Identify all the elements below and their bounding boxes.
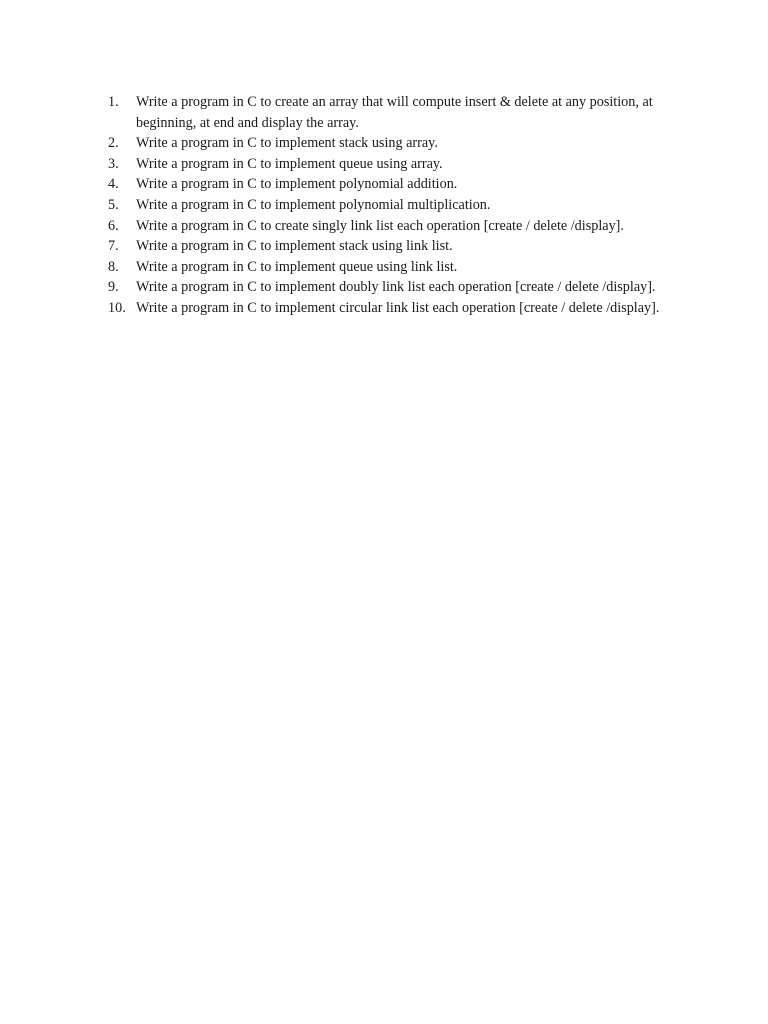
item-number: 5.	[108, 196, 119, 213]
item-number: 7.	[108, 238, 119, 255]
item-text: Write a program in C to implement polynomial multiplication.	[136, 196, 491, 213]
list-item	[108, 277, 688, 298]
item-text: Write a program in C to implement polynomial addition.	[136, 176, 458, 193]
item-number: 8.	[108, 258, 119, 275]
list-item	[108, 92, 688, 133]
item-number: 9.	[108, 279, 119, 296]
item-number: 2.	[108, 135, 119, 152]
item-text: Write a program in C to implement doubly link list each operation [create / delete /display].	[136, 279, 656, 296]
list-item	[108, 154, 688, 175]
list-item	[108, 216, 688, 237]
list-item	[108, 133, 688, 154]
item-text: Write a program in C to implement stack using array.	[136, 135, 438, 152]
item-number: 1.	[108, 94, 119, 110]
item-number: 4.	[108, 176, 119, 193]
list-item	[108, 298, 688, 319]
item-number: 6.	[108, 217, 119, 234]
list-item	[108, 236, 688, 257]
list-item	[108, 257, 688, 278]
item-text: Write a program in C to implement stack using link list.	[136, 238, 453, 255]
item-text: Write a program in C to implement circular link list each operation [create / delete /display].	[136, 299, 660, 316]
item-number: 3.	[108, 155, 119, 172]
item-text: Write a program in C to implement queue using link list.	[136, 258, 458, 275]
item-text: Write a program in C to create an array that will compute insert & delete at any position, at beginning, at end and display the array.	[136, 94, 653, 131]
item-number: 10.	[108, 299, 126, 316]
item-text: Write a program in C to create singly link list each operation [create / delete /display].	[136, 217, 624, 234]
item-text: Write a program in C to implement queue using array.	[136, 155, 443, 172]
list-item	[108, 174, 688, 195]
assignment-list	[108, 92, 688, 319]
list-item	[108, 195, 688, 216]
